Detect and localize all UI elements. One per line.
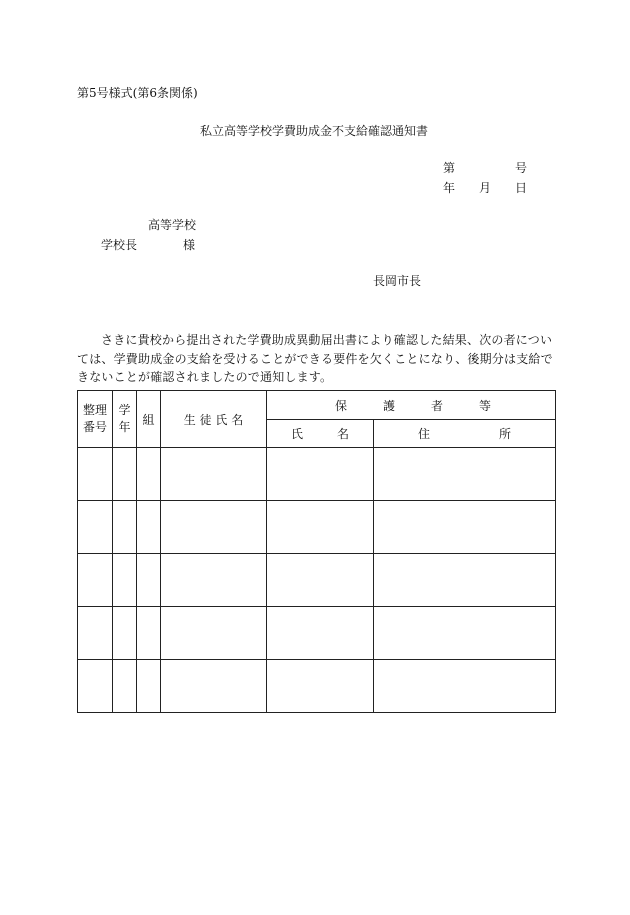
recipient-school: 高等学校 bbox=[148, 218, 197, 232]
cell-guardian-address[interactable] bbox=[374, 660, 556, 713]
cell-student-name[interactable] bbox=[161, 660, 267, 713]
cell-gakunen[interactable] bbox=[113, 660, 137, 713]
cell-seiri[interactable] bbox=[78, 501, 113, 554]
date-month: 月 bbox=[479, 181, 492, 195]
header-guardian-name: 氏 名 bbox=[267, 420, 374, 448]
cell-gakunen[interactable] bbox=[113, 554, 137, 607]
doc-number-prefix: 第 bbox=[443, 161, 456, 175]
table-row bbox=[78, 448, 556, 501]
student-table bbox=[77, 390, 556, 713]
header-gakunen: 学 年 bbox=[113, 391, 137, 448]
header-student-name: 生 徒 氏 名 bbox=[161, 391, 267, 448]
doc-number-suffix: 号 bbox=[515, 161, 528, 175]
cell-student-name[interactable] bbox=[161, 448, 267, 501]
cell-seiri[interactable] bbox=[78, 448, 113, 501]
header-seiri-bangou: 整理 番号 bbox=[78, 391, 113, 448]
cell-student-name[interactable] bbox=[161, 607, 267, 660]
cell-guardian-name[interactable] bbox=[267, 448, 374, 501]
header-guardian-address: 住 所 bbox=[374, 420, 556, 448]
cell-seiri[interactable] bbox=[78, 607, 113, 660]
notice-body: さきに貴校から提出された学費助成異動届出書により確認した結果、次の者については、学費助成金の支給を受けることができる要件を欠くことになり、後期分は支給できないことが確認されましたので通知します。 bbox=[77, 333, 553, 384]
cell-guardian-address[interactable] bbox=[374, 554, 556, 607]
table-row bbox=[78, 607, 556, 660]
cell-kumi[interactable] bbox=[137, 607, 161, 660]
cell-student-name[interactable] bbox=[161, 501, 267, 554]
cell-kumi[interactable] bbox=[137, 660, 161, 713]
cell-gakunen[interactable] bbox=[113, 607, 137, 660]
cell-seiri[interactable] bbox=[78, 660, 113, 713]
table-row bbox=[78, 660, 556, 713]
cell-guardian-name[interactable] bbox=[267, 554, 374, 607]
cell-kumi[interactable] bbox=[137, 501, 161, 554]
date-year: 年 bbox=[443, 181, 456, 195]
cell-kumi[interactable] bbox=[137, 448, 161, 501]
recipient-principal: 学校長 bbox=[101, 238, 138, 252]
table-row bbox=[78, 554, 556, 607]
header-guardian: 保 護 者 等 bbox=[267, 391, 556, 420]
cell-guardian-name[interactable] bbox=[267, 501, 374, 554]
cell-guardian-address[interactable] bbox=[374, 501, 556, 554]
cell-guardian-address[interactable] bbox=[374, 607, 556, 660]
cell-guardian-name[interactable] bbox=[267, 660, 374, 713]
recipient-honorific: 様 bbox=[183, 238, 196, 252]
date-day: 日 bbox=[515, 181, 528, 195]
sender-mayor: 長岡市長 bbox=[373, 274, 422, 288]
cell-guardian-address[interactable] bbox=[374, 448, 556, 501]
cell-student-name[interactable] bbox=[161, 554, 267, 607]
cell-gakunen[interactable] bbox=[113, 448, 137, 501]
cell-guardian-name[interactable] bbox=[267, 607, 374, 660]
document-title: 私立高等学校学費助成金不支給確認通知書 bbox=[200, 124, 429, 138]
form-number: 第5号様式(第6条関係) bbox=[77, 86, 198, 100]
table-row bbox=[78, 501, 556, 554]
header-kumi: 組 bbox=[137, 391, 161, 448]
cell-seiri[interactable] bbox=[78, 554, 113, 607]
cell-kumi[interactable] bbox=[137, 554, 161, 607]
cell-gakunen[interactable] bbox=[113, 501, 137, 554]
